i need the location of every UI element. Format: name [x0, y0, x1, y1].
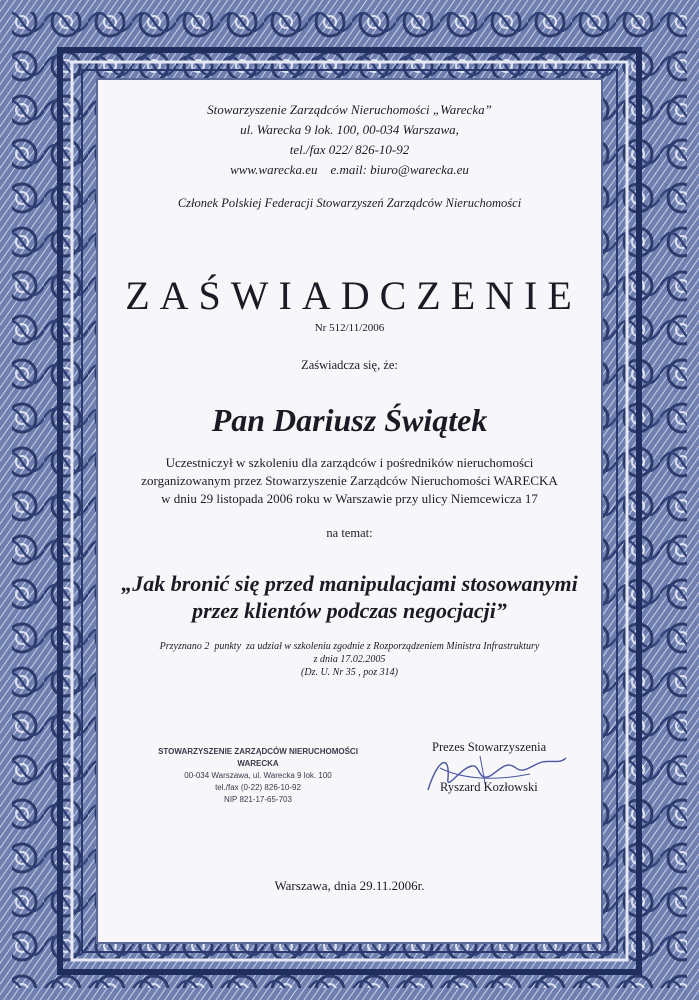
- organization-stamp: [148, 746, 368, 806]
- points-line: z dnia 17.02.2005: [313, 654, 386, 665]
- membership-line: Członek Polskiej Federacji Stowarzyszeń Zarządców Nieruchomości: [177, 196, 522, 210]
- org-web-email: www.warecka.eu e.mail: biuro@warecka.eu: [230, 162, 469, 177]
- points-note: [0, 640, 699, 679]
- certificate-number: Nr 512/11/2006: [314, 322, 385, 334]
- training-topic: [0, 570, 699, 624]
- body-line: zorganizowanym przez Stowarzyszenie Zarządców Nieruchomości WARECKA: [141, 473, 558, 488]
- topic-line: „Jak bronić się przed manipulacjami stosowanymi: [121, 571, 578, 596]
- signatory-name: Ryszard Kozłowski: [440, 780, 538, 794]
- recipient-name: Pan Dariusz Świątek: [211, 402, 488, 438]
- body-line: Uczestniczył w szkoleniu dla zarządców i pośredników nieruchomości: [165, 455, 534, 470]
- issue-date: Warszawa, dnia 29.11.2006r.: [274, 878, 425, 893]
- stamp-line: tel./fax (0-22) 826-10-92: [215, 783, 301, 792]
- certificate-title: ZAŚWIADCZENIE: [125, 273, 582, 318]
- signature-title: Prezes Stowarzyszenia: [432, 740, 547, 754]
- organization-header: [0, 100, 699, 180]
- org-name: Stowarzyszenie Zarządców Nieruchomości „Warecka”: [207, 102, 492, 117]
- certificate-body: [0, 454, 699, 508]
- stamp-line: WARECKA: [237, 759, 279, 768]
- points-line: Przyznano 2 punkty za udział w szkoleniu zgodnie z Rozporządzeniem Ministra Infrastruktury: [159, 641, 540, 652]
- stamp-line: NIP 821-17-65-703: [224, 795, 292, 804]
- certifies-text: Zaświadcza się, że:: [301, 358, 398, 372]
- stamp-line: 00-034 Warszawa, ul. Warecka 9 lok. 100: [184, 771, 332, 780]
- topic-line: przez klientów podczas negocjacji”: [192, 598, 507, 623]
- stamp-line: STOWARZYSZENIE ZARZĄDCÓW NIERUCHOMOŚCI: [158, 747, 358, 756]
- topic-label: na temat:: [326, 526, 373, 540]
- org-phone: tel./fax 022/ 826-10-92: [289, 142, 410, 157]
- body-line: w dniu 29 listopada 2006 roku w Warszawie przy ulicy Niemcewicza 17: [161, 491, 538, 506]
- points-line: (Dz. U. Nr 35 , poz 314): [301, 667, 398, 678]
- org-address: ul. Warecka 9 lok. 100, 00-034 Warszawa,: [240, 122, 459, 137]
